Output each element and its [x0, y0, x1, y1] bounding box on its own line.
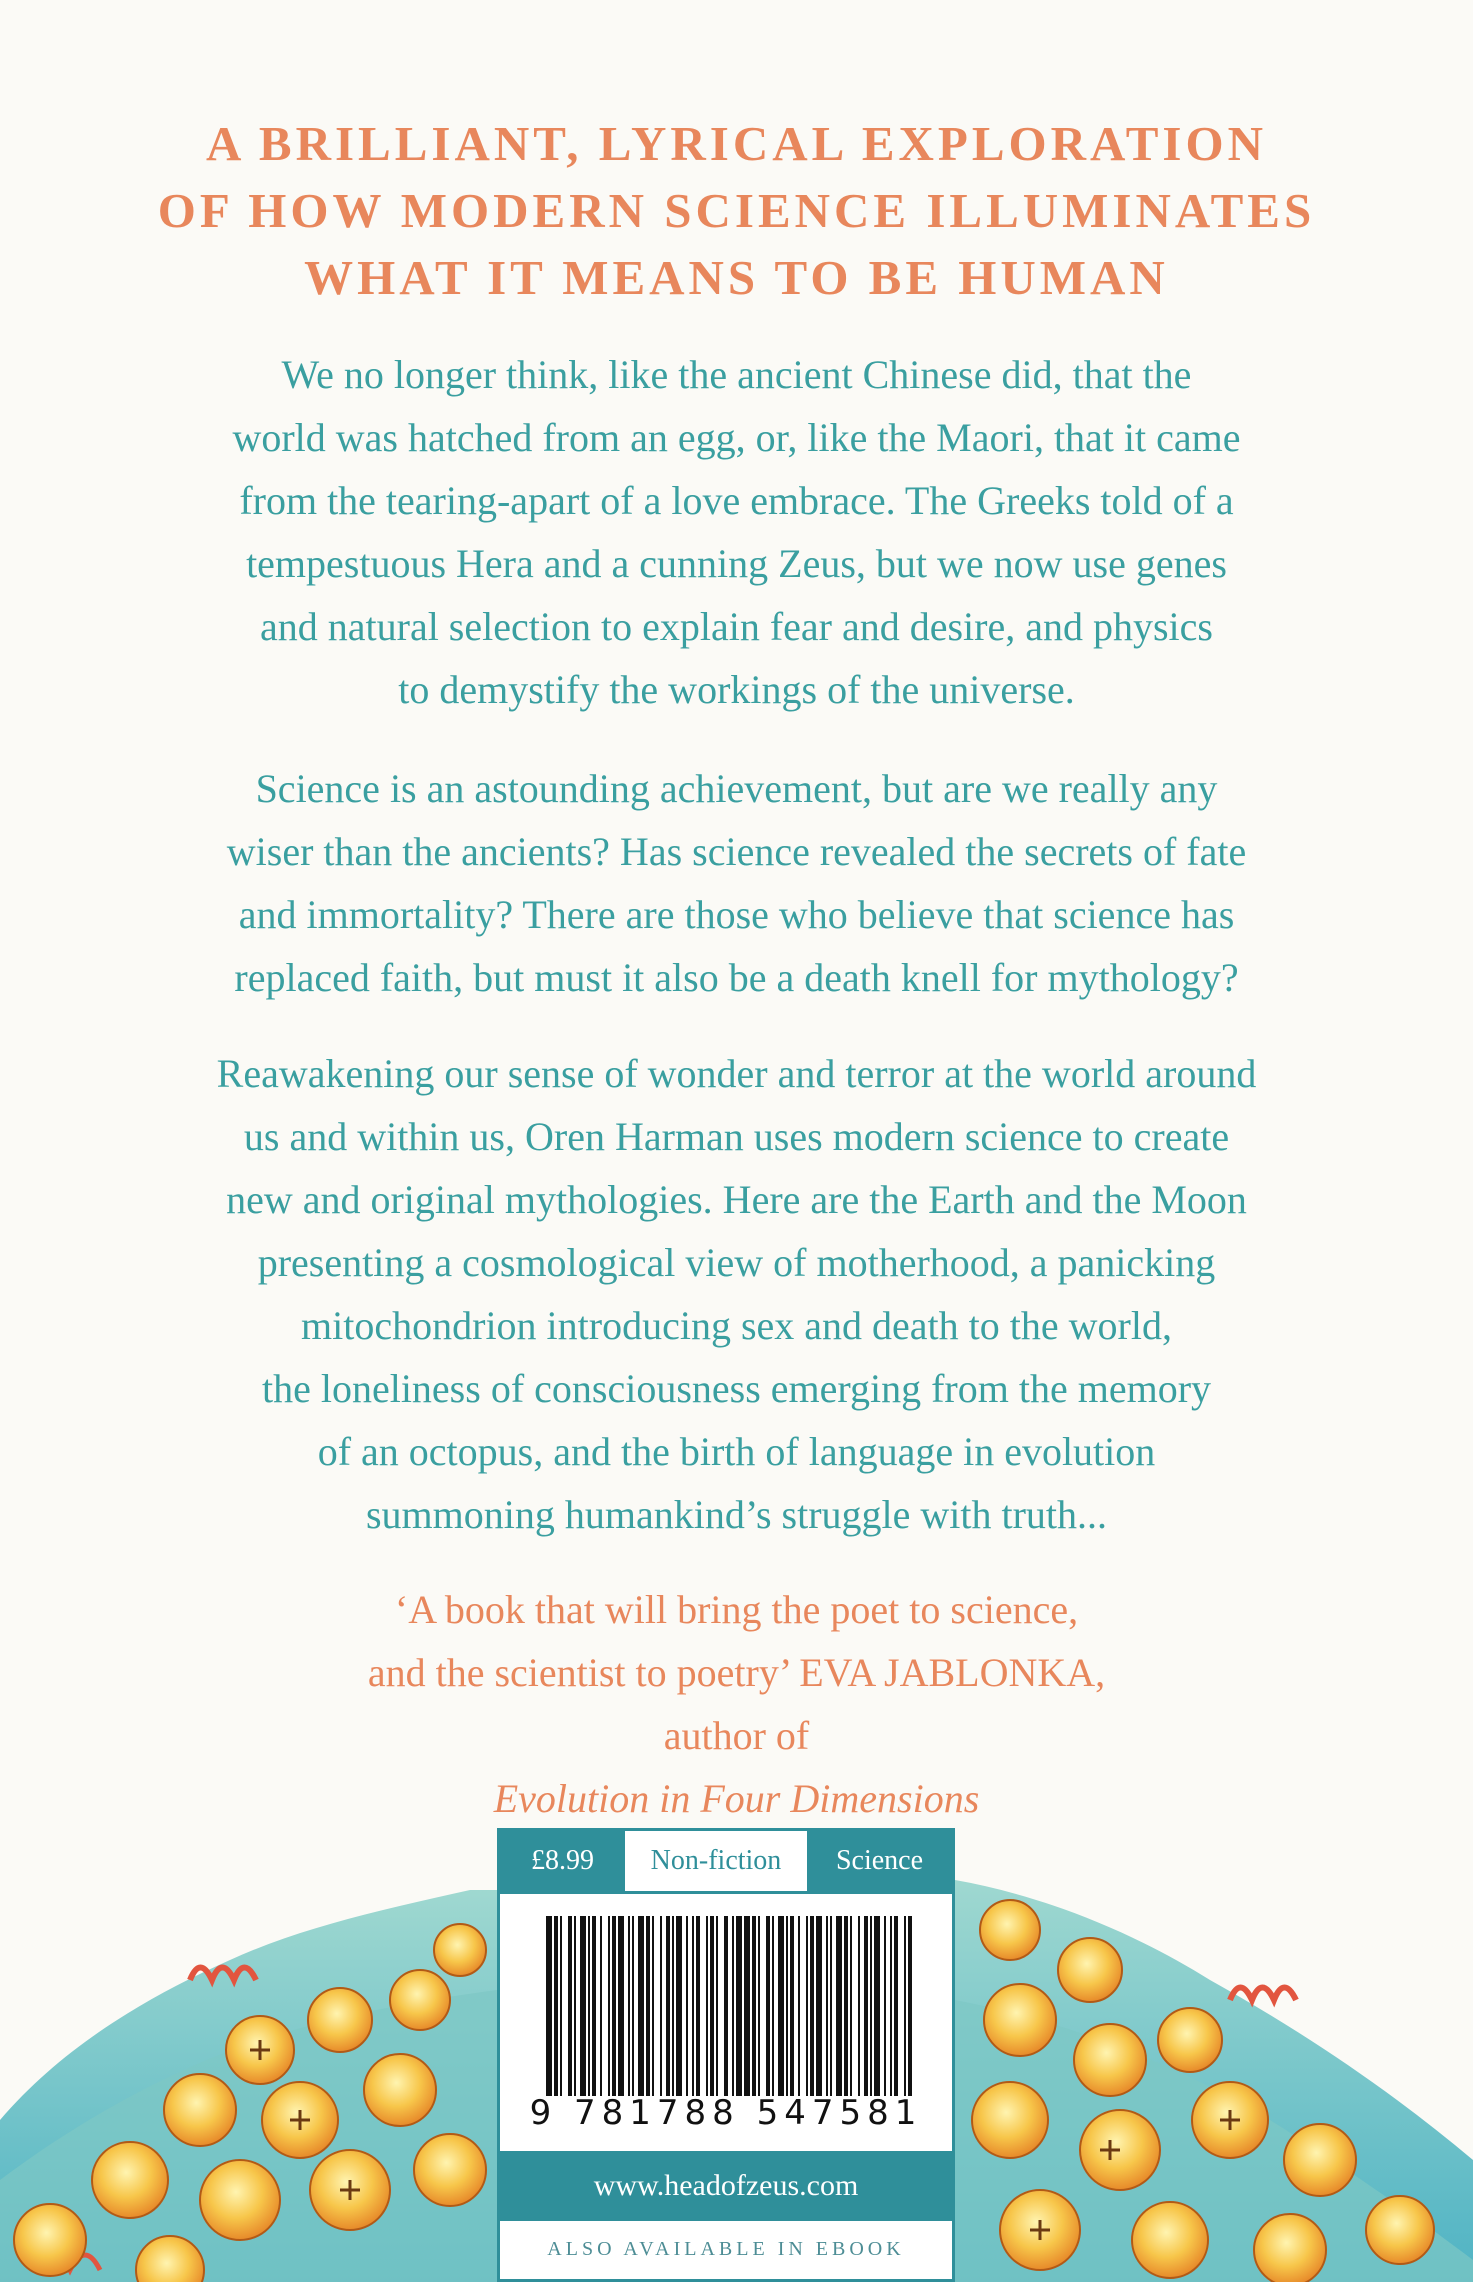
headline — [80, 110, 1393, 311]
category-tag: Non-fiction — [625, 1831, 807, 1891]
blurb-line: the loneliness of consciousness emerging from the memory — [261, 1366, 1212, 1411]
headline-line: A BRILLIANT, LYRICAL EXPLORATION — [205, 116, 1268, 171]
barcode-box — [497, 1828, 955, 2282]
blurb-line: new and original mythologies. Here are the Earth and the Moon — [226, 1177, 1247, 1222]
blurb-line: replaced faith, but must it also be a death knell for mythology? — [234, 955, 1239, 1000]
blurb-line: from the tearing-apart of a love embrace. The Greeks told of a — [239, 478, 1234, 523]
quote-line: ‘A book that will bring the poet to science, — [394, 1587, 1079, 1632]
price-tag: £8.99 — [500, 1831, 625, 1891]
blurb-line: Science is an astounding achievement, but are we really any — [255, 766, 1218, 811]
blurb-paragraph-2 — [80, 757, 1393, 1009]
blurb-line: summoning humankind’s struggle with truth... — [365, 1492, 1108, 1537]
blurb-line: We no longer think, like the ancient Chinese did, that the — [281, 352, 1192, 397]
blurb-line: mitochondrion introducing sex and death to the world, — [301, 1303, 1172, 1348]
publisher-website: www.headofzeus.com — [500, 2151, 952, 2221]
blurb-line: us and within us, Oren Harman uses modern science to create — [243, 1114, 1230, 1159]
barcode — [544, 1916, 914, 2096]
category-tags — [500, 1831, 952, 1894]
ebook-note: ALSO AVAILABLE IN EBOOK — [547, 2237, 905, 2260]
blurb-line: and immortality? There are those who believe that science has — [238, 892, 1235, 937]
blurb-paragraph-1 — [80, 343, 1393, 721]
blurb-line: and natural selection to explain fear and desire, and physics — [260, 604, 1213, 649]
blurb-line: to demystify the workings of the universe. — [398, 667, 1075, 712]
blurb-line: world was hatched from an egg, or, like the Maori, that it came — [232, 415, 1241, 460]
blurb-paragraph-3 — [80, 1042, 1393, 1546]
headline-line: OF HOW MODERN SCIENCE ILLUMINATES — [157, 183, 1316, 238]
isbn-number: 9 781788 547581 — [529, 2093, 923, 2133]
endorsement-quote — [80, 1578, 1393, 1830]
quote-line: and the scientist to poetry’ EVA JABLONKA, — [367, 1650, 1106, 1695]
blurb-line: of an octopus, and the birth of language in evolution — [317, 1429, 1156, 1474]
quote-book-title: Evolution in Four Dimensions — [493, 1776, 980, 1821]
blurb-line: presenting a cosmological view of motherhood, a panicking — [257, 1240, 1216, 1285]
blurb-line: wiser than the ancients? Has science revealed the secrets of fate — [226, 829, 1247, 874]
headline-line: WHAT IT MEANS TO BE HUMAN — [304, 250, 1169, 305]
blurb-line: Reawakening our sense of wonder and terror at the world around — [216, 1051, 1257, 1096]
subject-tag: Science — [807, 1831, 952, 1891]
blurb-line: tempestuous Hera and a cunning Zeus, but we now use genes — [246, 541, 1227, 586]
quote-attribution: author of — [663, 1713, 810, 1758]
